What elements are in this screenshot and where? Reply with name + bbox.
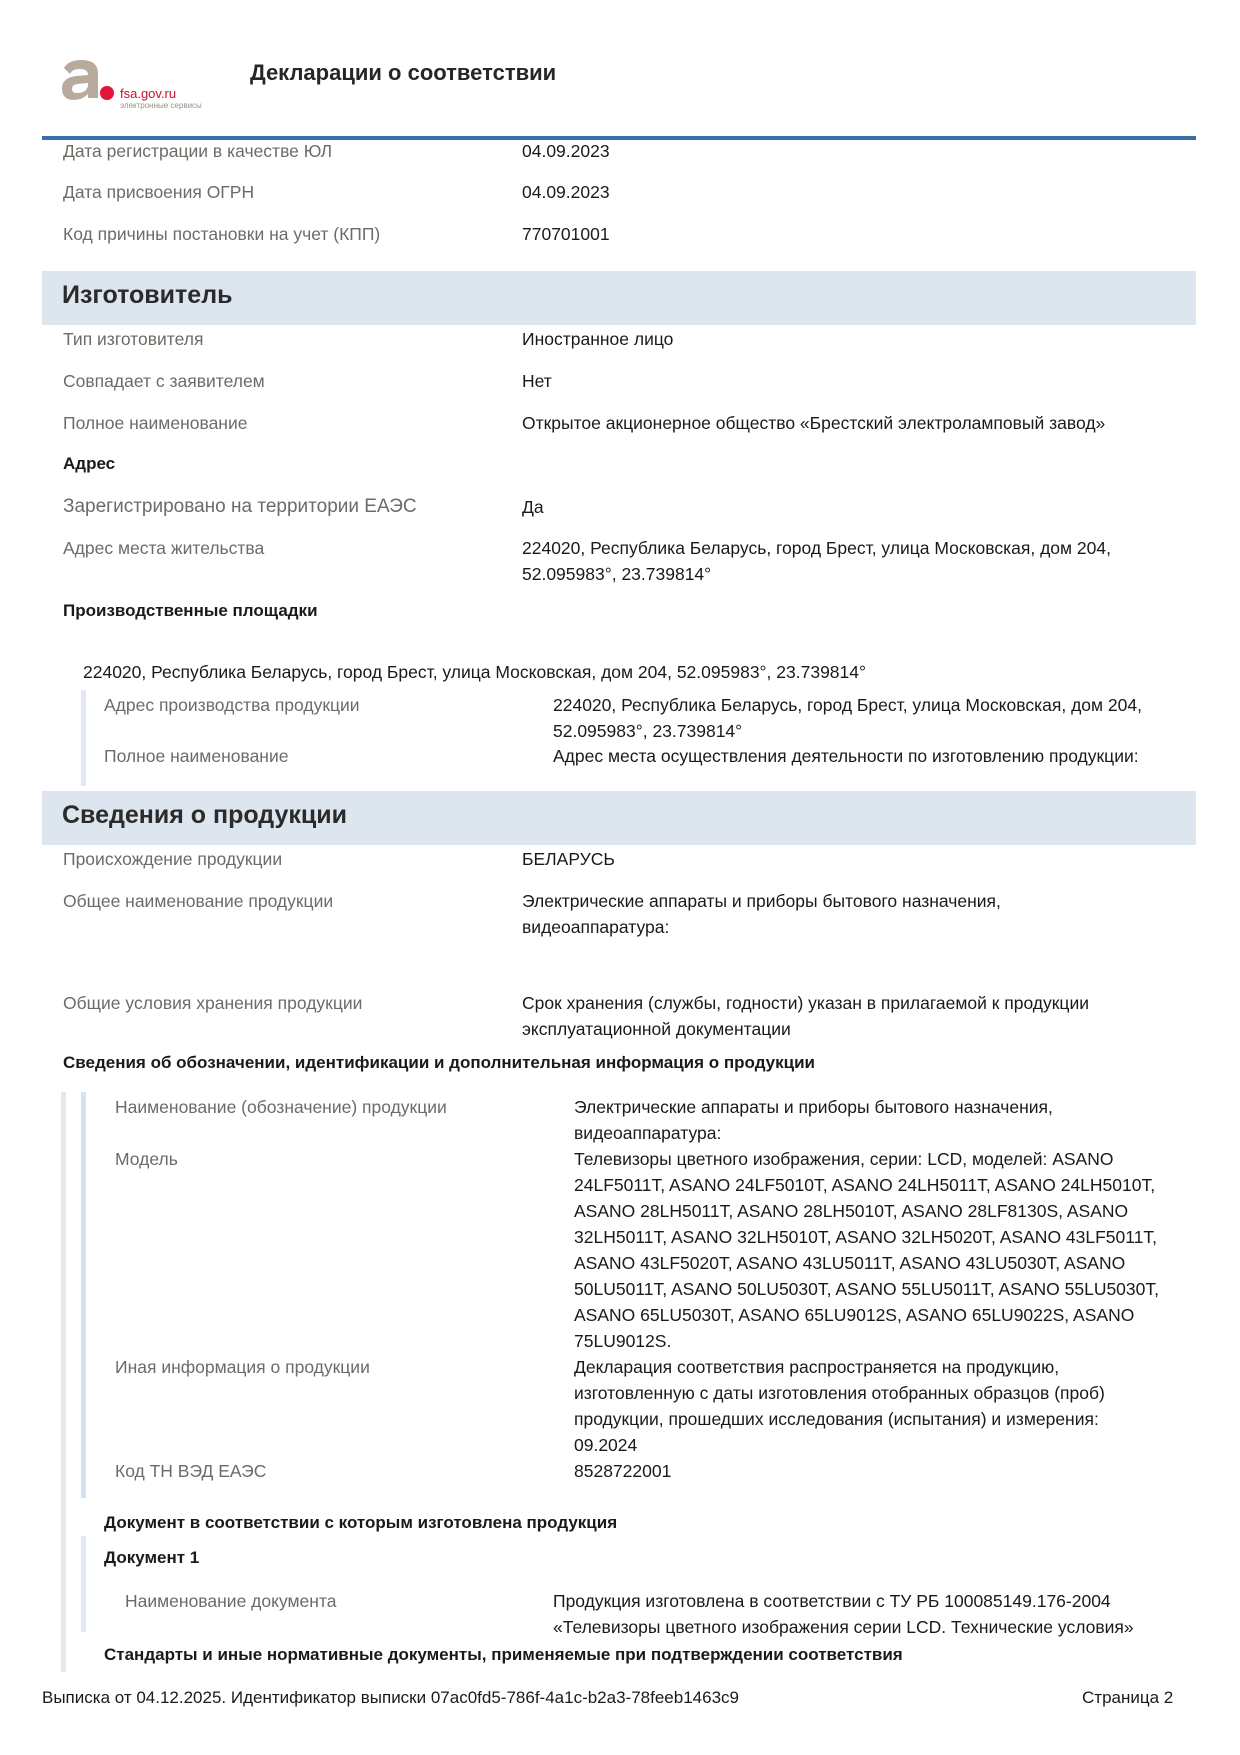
model-line: 75LU9012S. xyxy=(574,1331,672,1351)
field-label: Тип изготовителя xyxy=(63,329,204,349)
field-label: Адрес производства продукции xyxy=(104,695,360,715)
production-sites-heading: Производственные площадки xyxy=(63,601,318,620)
field-label: Полное наименование xyxy=(104,746,289,766)
field-label: Наименование документа xyxy=(125,1591,337,1611)
field-value-line: Декларация соответствия распространяется на продукцию, xyxy=(574,1357,1060,1377)
field-value: Нет xyxy=(522,371,552,391)
field-value-line: Электрические аппараты и приборы бытового назначения, xyxy=(522,891,1001,911)
field-value-line: «Телевизоры цветного изображения серии LCD. Технические условия» xyxy=(553,1617,1134,1637)
indent-bar xyxy=(81,690,86,786)
field-value: 770701001 xyxy=(522,224,610,244)
field-value: Адрес места осуществления деятельности по изготовлению продукции: xyxy=(553,746,1139,766)
field-value-line: Срок хранения (службы, годности) указан в прилагаемой к продукции xyxy=(522,993,1089,1013)
field-value-line: продукции, прошедших исследования (испытания) и измерения: xyxy=(574,1409,1099,1429)
address-heading: Адрес xyxy=(63,454,116,473)
field-value: БЕЛАРУСЬ xyxy=(522,849,615,869)
model-line: 24LF5011T, ASANO 24LF5010T, ASANO 24LH5011T, ASANO 24LH5010T, xyxy=(574,1175,1156,1195)
field-value-line: 09.2024 xyxy=(574,1435,638,1455)
field-value: 04.09.2023 xyxy=(522,141,610,161)
model-line: ASANO 43LF5020T, ASANO 43LU5011T, ASANO 43LU5030T, ASANO xyxy=(574,1253,1126,1273)
field-value-line: Продукция изготовлена в соответствии с ТУ РБ 100085149.176-2004 xyxy=(553,1591,1111,1611)
header-divider xyxy=(42,136,1196,140)
identification-heading: Сведения об обозначении, идентификации и дополнительная информация о продукции xyxy=(63,1053,816,1072)
field-value-line: 52.095983°, 23.739814° xyxy=(522,564,712,584)
field-label: Полное наименование xyxy=(63,413,248,433)
outer-indent-bar xyxy=(61,1092,66,1672)
logo-red-dot xyxy=(100,86,114,100)
model-line: ASANO 28LH5011T, ASANO 28LH5010T, ASANO 28LF8130S, ASANO xyxy=(574,1201,1129,1221)
field-value: Открытое акционерное общество «Брестский электроламповый завод» xyxy=(522,413,1106,433)
field-value: 8528722001 xyxy=(574,1461,672,1481)
extract-info: Выписка от 04.12.2025. Идентификатор выписки 07ac0fd5-786f-4a1c-b2a3-78feeb1463c9 xyxy=(42,1688,739,1707)
model-line: 50LU5011T, ASANO 50LU5030T, ASANO 55LU5011T, ASANO 55LU5030T, xyxy=(574,1279,1159,1299)
field-label: Адрес места жительства xyxy=(63,538,265,558)
field-value-line: изготовленную с даты изготовления отобранных образцов (проб) xyxy=(574,1383,1105,1403)
section-manufacturer xyxy=(42,271,1196,325)
page-number: Страница 2 xyxy=(1082,1688,1174,1707)
field-label: Дата присвоения ОГРН xyxy=(63,182,255,202)
field-label: Код ТН ВЭД ЕАЭС xyxy=(115,1461,267,1481)
field-value-line: видеоаппаратура: xyxy=(522,917,670,937)
standards-heading: Стандарты и иные нормативные документы, применяемые при подтверждении соответствия xyxy=(104,1645,903,1664)
field-label: Наименование (обозначение) продукции xyxy=(115,1097,447,1117)
field-label: Общее наименование продукции xyxy=(63,891,334,911)
field-label: Зарегистрировано на территории ЕАЭС xyxy=(63,496,417,517)
model-line: 32LH5011T, ASANO 32LH5010T, ASANO 32LH5020T, ASANO 43LF5011T, xyxy=(574,1227,1158,1247)
field-label: Происхождение продукции xyxy=(63,849,283,869)
field-label: Общие условия хранения продукции xyxy=(63,993,363,1013)
field-value: Иностранное лицо xyxy=(522,329,674,349)
manufacturing-document-heading: Документ в соответствии с которым изготовлена продукция xyxy=(104,1513,618,1532)
document-indent-bar xyxy=(81,1536,86,1632)
model-line: ASANO 65LU5030T, ASANO 65LU9012S, ASANO 65LU9022S, ASANO xyxy=(574,1305,1135,1325)
field-value: Да xyxy=(522,497,544,517)
field-label: Модель xyxy=(115,1149,178,1169)
field-label: Код причины постановки на учет (КПП) xyxy=(63,224,381,244)
logo-site: fsa.gov.ru xyxy=(120,86,177,101)
field-value-line: эксплуатационной документации xyxy=(522,1019,791,1039)
model-line: Телевизоры цветного изображения, серии: LCD, моделей: ASANO xyxy=(574,1149,1114,1169)
field-value-line: 224020, Республика Беларусь, город Брест, улица Московская, дом 204, xyxy=(553,695,1142,715)
field-value-line: 224020, Республика Беларусь, город Брест, улица Московская, дом 204, xyxy=(522,538,1111,558)
fsa-logo xyxy=(58,58,208,110)
field-value: 04.09.2023 xyxy=(522,182,610,202)
production-site-title: 224020, Республика Беларусь, город Брест, улица Московская, дом 204, 52.095983°, 23.739814° xyxy=(83,662,866,682)
field-label: Совпадает с заявителем xyxy=(63,371,265,391)
inner-indent-bar xyxy=(81,1092,86,1498)
field-value-line: видеоаппаратура: xyxy=(574,1123,722,1143)
field-label: Иная информация о продукции xyxy=(115,1357,370,1377)
field-value-line: 52.095983°, 23.739814° xyxy=(553,721,743,741)
section-product xyxy=(42,791,1196,845)
section-title: Сведения о продукции xyxy=(62,801,347,829)
field-label: Дата регистрации в качестве ЮЛ xyxy=(63,141,333,161)
fsa-logo-icon xyxy=(58,58,102,102)
logo-subtitle: электронные сервисы xyxy=(120,101,202,110)
document-1-title: Документ 1 xyxy=(104,1548,200,1567)
document-title: Декларации о соответствии xyxy=(250,60,557,85)
field-value-line: Электрические аппараты и приборы бытового назначения, xyxy=(574,1097,1053,1117)
section-title: Изготовитель xyxy=(62,281,233,309)
